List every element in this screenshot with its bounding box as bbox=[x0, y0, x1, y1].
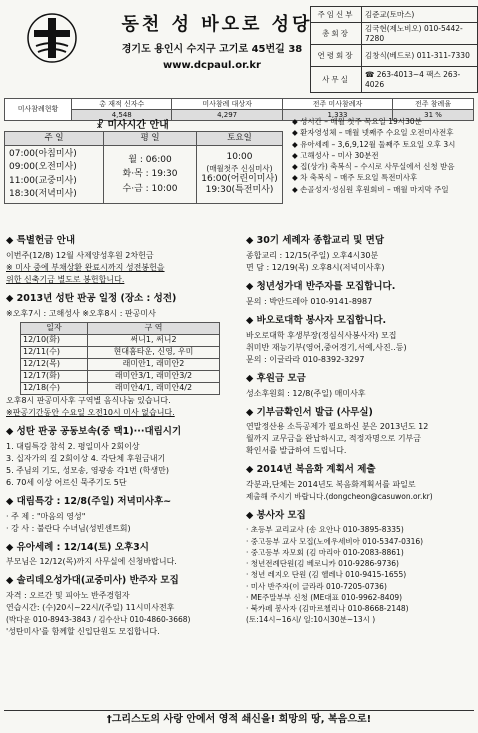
table-row: 12/10(화) 써니1, 써니2 bbox=[21, 334, 220, 346]
section-title: ◆ 청년성가대 반주자를 모집합니다. bbox=[246, 280, 396, 292]
mass-schedule-title: ☧ 미사시간 안내 bbox=[96, 120, 169, 131]
volunteer-item: · 북카페 봉사자 (김마르첼리나 010-8668-2148) bbox=[246, 604, 409, 614]
section-line: (박다운 010-8943-3843 / 김수산나 010-4860-3668) bbox=[6, 615, 191, 625]
stats-value: 4,297 bbox=[172, 110, 282, 121]
left-column bbox=[6, 228, 234, 638]
note-item: ◆ 고해성사 – 미사 30분전 bbox=[292, 150, 379, 160]
weekday-mass: 수·금 : 10:00 bbox=[122, 183, 178, 194]
mass-schedule-table bbox=[4, 131, 283, 204]
stats-header: 미사참례 대상자 bbox=[172, 99, 282, 110]
contact-key: 주임신부 bbox=[311, 7, 362, 23]
note-item: ◆ 손골성지·성심원 후원회비 – 매월 마지막 주일 bbox=[292, 184, 449, 194]
volunteer-item: · 중고등부 교사 모집(노에우세비아 010-5347-0316) bbox=[246, 536, 424, 546]
parish-title: 동천 성 바오로 성당 bbox=[121, 14, 313, 35]
contact-key: 총회장 bbox=[311, 23, 362, 45]
section-title: ◆ 후원금 모금 bbox=[246, 372, 306, 384]
section-title: ◆ 2014년 복음화 계획서 제출 bbox=[246, 464, 376, 476]
parish-website[interactable]: www.dcpaul.or.kr bbox=[163, 60, 261, 71]
section-title: ◆ 대림특강 : 12/8(주일) 저녁미사후~ bbox=[6, 495, 172, 507]
saturday-mass: 19:30(특전미사) bbox=[205, 185, 274, 196]
section-title: ◆ 봉사자 모집 bbox=[246, 509, 306, 521]
parish-address: 경기도 용인시 수지구 고기로 45번길 38 bbox=[121, 44, 303, 55]
section-line: 이번주(12/8) 12월 사제양성후원 2차헌금 bbox=[6, 250, 154, 260]
section-title: ◆ 유아세례 : 12/14(토) 오후3시 bbox=[6, 541, 149, 553]
stats-value: 1,333 bbox=[282, 110, 392, 121]
stats-value: 31 % bbox=[393, 110, 474, 121]
saturday-mass: 10:00 bbox=[226, 152, 253, 163]
saturday-mass: 16:00(어린이미사) bbox=[201, 173, 278, 184]
table-row: 12/17(화) 래미안3/1, 래미안3/2 bbox=[21, 370, 220, 382]
section-line: 연말정산용 소득공제가 필요하신 분은 2013년도 12 bbox=[246, 422, 429, 432]
table-row: 12/18(수) 래미안4/1, 래미안4/2 bbox=[21, 382, 220, 394]
table-row: 12/12(목) 래미안1, 래미안2 bbox=[21, 358, 220, 370]
saturday-mass: (매월첫주 신심미사) bbox=[206, 163, 273, 173]
sunday-mass: 07:00(아침미사) bbox=[9, 149, 77, 160]
contact-value: 김준교(토마스) bbox=[362, 7, 478, 23]
schedule-header: 주 일 bbox=[5, 132, 104, 146]
section-line: 취미반 재능기부(영어,중어경기,서예,사진..등) bbox=[246, 342, 407, 352]
sunday-mass: 09:00(오전미사) bbox=[9, 162, 77, 173]
note-item: ◆ 차 축복식 – 매주 토요일 특전미사후 bbox=[292, 173, 418, 183]
stats-header: 전주 미사참례자 bbox=[282, 99, 392, 110]
parish-notes bbox=[292, 116, 477, 195]
section-line: 5. 주님의 기도, 성모송, 영광송 각1번 (학생만) bbox=[6, 465, 169, 475]
section-line: ※오후7시 : 고해성사 ※오후8시 : 판공미사 bbox=[6, 308, 156, 318]
section-line: 부모님은 12/12(목)까지 사무실에 신청바랍니다. bbox=[6, 557, 177, 567]
sunday-mass: 11:00(교중미사) bbox=[9, 175, 77, 186]
section-line: 오후8시 판공미사후 구역별 음식나눔 있습니다. bbox=[6, 395, 171, 405]
contact-table bbox=[310, 6, 478, 93]
volunteer-item: · ME주말부부 신청 (ME대표 010-9962-8409) bbox=[246, 592, 403, 602]
section-line: 제출해 주시기 바랍니다.(dongcheon@casuwon.or.kr) bbox=[246, 492, 433, 502]
contact-key: 사무실 bbox=[311, 67, 362, 93]
stats-header: 전주 참례율 bbox=[393, 99, 474, 110]
bulletin-header bbox=[4, 6, 474, 98]
section-title: ◆ 특별헌금 안내 bbox=[6, 235, 75, 246]
section-line: 연습시간: (수)20시~22시/(주일) 11시미사전후 bbox=[6, 603, 175, 613]
volunteer-item: · 초등부 교리교사 (송 요안나 010-3895-8335) bbox=[246, 525, 404, 535]
section-line: 종합교리 : 12/15(주일) 오후4시30분 bbox=[246, 250, 379, 260]
right-column bbox=[246, 228, 474, 626]
section-line: 1. 대림특강 참석 2. 평일미사 2회이상 bbox=[6, 441, 140, 451]
volunteer-item: · 청년 레지오 단원 (김 헬레나 010-9415-1655) bbox=[246, 570, 407, 580]
stats-value: 4,548 bbox=[72, 110, 172, 121]
section-title: ◆ 솔리데오성가대(교중미사) 반주자 모집 bbox=[6, 575, 179, 587]
contact-value: ☎ 263-4013~4 팩스 263-4026 bbox=[362, 67, 478, 93]
contact-key: 연령회장 bbox=[311, 45, 362, 67]
section-line: 바오로대학 후생부장(정심식사봉사자) 모집 bbox=[246, 330, 397, 340]
section-title: ◆ 30기 세례자 종합교리 및 면담 bbox=[246, 235, 385, 246]
footer-divider bbox=[4, 710, 474, 711]
section-line: 문의 : 이글라라 010-8392-3297 bbox=[246, 354, 365, 364]
chi-rho-icon: ☧ bbox=[96, 120, 108, 131]
church-logo-icon bbox=[26, 12, 78, 64]
section-title: ◆ 기부금확인서 발급 (사무실) bbox=[246, 406, 373, 418]
section-line: 3. 십자가의 길 2회이상 4. 각단체 후원금내기 bbox=[6, 453, 166, 463]
section-title: ◆ 바오로대학 봉사자 모집합니다. bbox=[246, 314, 387, 326]
section-title: ◆ 성탄 판공 공동보속(중 택1)···대림시기 bbox=[6, 425, 182, 437]
schedule-header: 평 일 bbox=[104, 132, 197, 146]
section-line: '성탄미사'를 함께할 신입단원도 모집합니다. bbox=[6, 626, 160, 636]
section-line: 면 담 : 12/19(목) 오후8시(저녁미사후) bbox=[246, 262, 385, 272]
confession-schedule-table bbox=[20, 322, 220, 395]
volunteer-item: · 중고등부 자모회 (김 마리아 010-2083-8861) bbox=[246, 547, 404, 557]
section-line: 확인서를 발급하여 드립니다. bbox=[246, 446, 347, 456]
section-line: 6. 70세 이상 어르신 묵주기도 5단 bbox=[6, 477, 127, 487]
section-line: ※판공기간동안 수요일 오전10시 미사 없습니다. bbox=[6, 407, 175, 417]
note-item: ◆ 환자영성체 – 매월 넷째주 수요일 오전미사전후 bbox=[292, 128, 454, 138]
volunteer-item: (토:14시~16시/ 일:10시30분~13시 ) bbox=[246, 615, 376, 625]
table-row: 12/11(수) 현대홈타운, 신영, 우미 bbox=[21, 346, 220, 358]
note-item: ◆ 집(상가) 축복식 – 수시로 사무실에서 신청 받음 bbox=[292, 162, 455, 171]
contact-value: 김국현(제노비오) 010-5442-7280 bbox=[362, 23, 478, 45]
section-line: 자격 : 오르간 및 피아노 반주경험자 bbox=[6, 591, 130, 601]
section-line: 문의 : 박안드레아 010-9141-8987 bbox=[246, 296, 373, 306]
sunday-mass: 18:30(저녁미사) bbox=[9, 188, 77, 199]
section-line: ※ 미사 중에 부채상환 완료시까지 성전봉헌을 bbox=[6, 262, 165, 272]
volunteer-item: · 미사 반주자(이 글라라 010-7205-0736) bbox=[246, 581, 387, 591]
section-title: ◆ 2013년 성탄 판공 일정 (장소 : 성전) bbox=[6, 292, 177, 304]
weekday-mass: 월 : 06:00 bbox=[128, 154, 172, 165]
stats-label: 미사참례현황 bbox=[5, 99, 72, 121]
table-header: 일자 bbox=[21, 322, 88, 334]
contact-value: 김창식(베드로) 011-311-7330 bbox=[362, 45, 478, 67]
section-line: · 강 사 : 불란다 수녀님(성빈센트회) bbox=[6, 523, 131, 533]
section-line: 월까지 교무금을 완납하시고, 적정자명으로 기부금 bbox=[246, 434, 422, 444]
section-line: · 주 제 : "마음의 영성" bbox=[6, 511, 86, 521]
note-item: ◆ 성시간 – 매월 첫주 목요일 19시30분 bbox=[292, 117, 422, 126]
stats-header: 총 재적 신자수 bbox=[72, 99, 172, 110]
table-header: 구 역 bbox=[88, 322, 220, 334]
section-line: 위한 신축기금 별도로 봉헌합니다. bbox=[6, 274, 125, 284]
section-line: 각분과,단체는 2014년도 복음화계획서를 파일로 bbox=[246, 480, 416, 490]
note-item: ◆ 유아세례 – 3,6,9,12월 둘째주 토요일 오후 3시 bbox=[292, 139, 456, 149]
volunteer-item: · 청년전례단원(김 베로니카 010-9286-9736) bbox=[246, 559, 399, 569]
weekday-mass: 화·목 : 19:30 bbox=[122, 169, 178, 180]
schedule-header: 토요일 bbox=[197, 132, 283, 146]
footer-slogan: †그리스도의 사랑 안에서 영적 쇄신을! 희망의 땅, 복음으로! bbox=[106, 714, 372, 725]
section-line: 성소후원회 : 12/8(주일) 매미사후 bbox=[246, 388, 366, 398]
